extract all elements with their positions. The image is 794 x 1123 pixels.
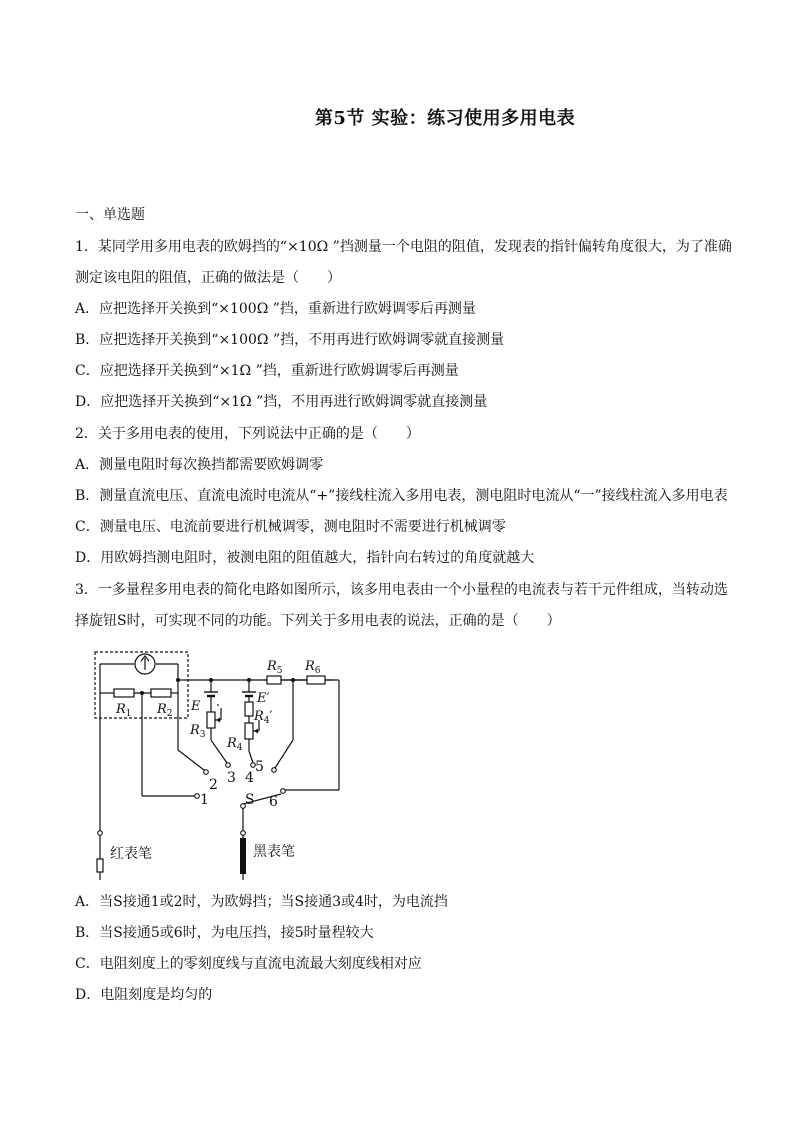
galvanometer-icon bbox=[135, 654, 155, 674]
q3-option-d: D．电阻刻度是均匀的 bbox=[75, 987, 213, 1003]
label-switch-s: S bbox=[245, 792, 255, 808]
label-e-prime: E′ bbox=[257, 691, 270, 706]
label-r4: $R_4$ bbox=[227, 736, 243, 753]
q3-option-b: B．当S接通5或6时，为电压挡，接5时量程较大 bbox=[75, 925, 374, 941]
resistor-r1 bbox=[114, 689, 134, 697]
q1-stem-line1: 1．某同学用多用电表的欧姆挡的“×10Ω ”挡测量一个电阻的阻值，发现表的指针偏转角度很大，为了准确 bbox=[75, 239, 732, 255]
label-terminal-6: 6 bbox=[269, 794, 278, 810]
label-r4-prime: $R_4'$ bbox=[254, 709, 273, 726]
label-red-probe: 红表笔 bbox=[110, 846, 152, 862]
label-terminal-5: 5 bbox=[255, 759, 264, 775]
red-probe-body bbox=[97, 859, 103, 872]
q1-option-d: D．应把选择开关换到“×1Ω ”挡，不用再进行欧姆调零就直接测量 bbox=[75, 394, 488, 410]
q1-option-b: B．应把选择开关换到“×100Ω ”挡，不用再进行欧姆调零就直接测量 bbox=[75, 332, 505, 348]
terminal-2 bbox=[204, 770, 209, 775]
q2-stem: 2．关于多用电表的使用，下列说法中正确的是（ ） bbox=[75, 426, 420, 442]
q1-option-c: C．应把选择开关换到“×1Ω ”挡，重新进行欧姆调零后再测量 bbox=[75, 363, 459, 379]
terminal-red-probe bbox=[98, 831, 103, 836]
terminal-5 bbox=[272, 768, 277, 773]
q3-stem-line1: 3．一多量程多用电表的简化电路如图所示，该多用电表由一个小量程的电流表与若干元件组成，当转动选 bbox=[75, 582, 728, 598]
resistor-r3 bbox=[207, 712, 215, 728]
section-heading: 一、单选题 bbox=[75, 207, 145, 223]
page-title-text: 第5节 实验：练习使用多用电表 bbox=[314, 108, 576, 129]
q1-option-a: A．应把选择开关换到“×100Ω ”挡，重新进行欧姆调零后再测量 bbox=[75, 301, 476, 317]
resistor-r6 bbox=[307, 676, 325, 684]
resistor-r2 bbox=[151, 689, 171, 697]
label-terminal-2: 2 bbox=[209, 777, 218, 793]
q2-option-b: B．测量直流电压、直流电流时电流从“+”接线柱流入多用电表，测电阻时电流从“一”接线柱流入多用电表 bbox=[75, 488, 728, 504]
resistor-r5 bbox=[267, 676, 281, 684]
resistor-r4 bbox=[245, 723, 253, 739]
page-title bbox=[0, 104, 794, 130]
terminal-black-probe bbox=[241, 831, 246, 836]
q3-option-a: A．当S接通1或2时，为欧姆挡；当S接通3或4时，为电流挡 bbox=[75, 894, 448, 910]
q3-option-c: C．电阻刻度上的零刻度线与直流电流最大刻度线相对应 bbox=[75, 956, 422, 972]
label-r2: $R_2$ bbox=[157, 702, 173, 719]
label-black-probe: 黑表笔 bbox=[253, 844, 295, 860]
terminal-6 bbox=[281, 789, 286, 794]
multimeter-circuit-diagram bbox=[85, 648, 375, 880]
battery-e-prime bbox=[242, 692, 256, 696]
resistor-r4-prime bbox=[245, 702, 253, 716]
label-r3: $R_3$ bbox=[190, 723, 206, 740]
label-r1: $R_1$ bbox=[116, 702, 132, 719]
terminal-1 bbox=[195, 794, 200, 799]
black-probe-body bbox=[240, 838, 246, 874]
q1-stem-line2: 测定该电阻的阻值，正确的做法是（ ） bbox=[75, 270, 341, 286]
q3-stem-line2: 择旋钮S时，可实现不同的功能。下列关于多用电表的说法，正确的是（ ） bbox=[75, 613, 561, 629]
q2-option-a: A．测量电阻时每次换挡都需要欧姆调零 bbox=[75, 457, 324, 473]
terminal-3 bbox=[226, 763, 231, 768]
label-terminal-3: 3 bbox=[227, 770, 236, 786]
label-r5: $R_5$ bbox=[267, 659, 283, 676]
q2-option-c: C．测量电压、电流前要进行机械调零，测电阻时不需要进行机械调零 bbox=[75, 519, 506, 535]
label-terminal-1: 1 bbox=[200, 792, 209, 808]
label-terminal-4: 4 bbox=[245, 770, 254, 786]
battery-e bbox=[204, 692, 218, 696]
label-r6: $R_6$ bbox=[305, 659, 321, 676]
label-e: E bbox=[191, 699, 201, 714]
q2-option-d: D．用欧姆挡测电阻时，被测电阻的阻值越大，指针向右转过的角度就越大 bbox=[75, 550, 535, 566]
